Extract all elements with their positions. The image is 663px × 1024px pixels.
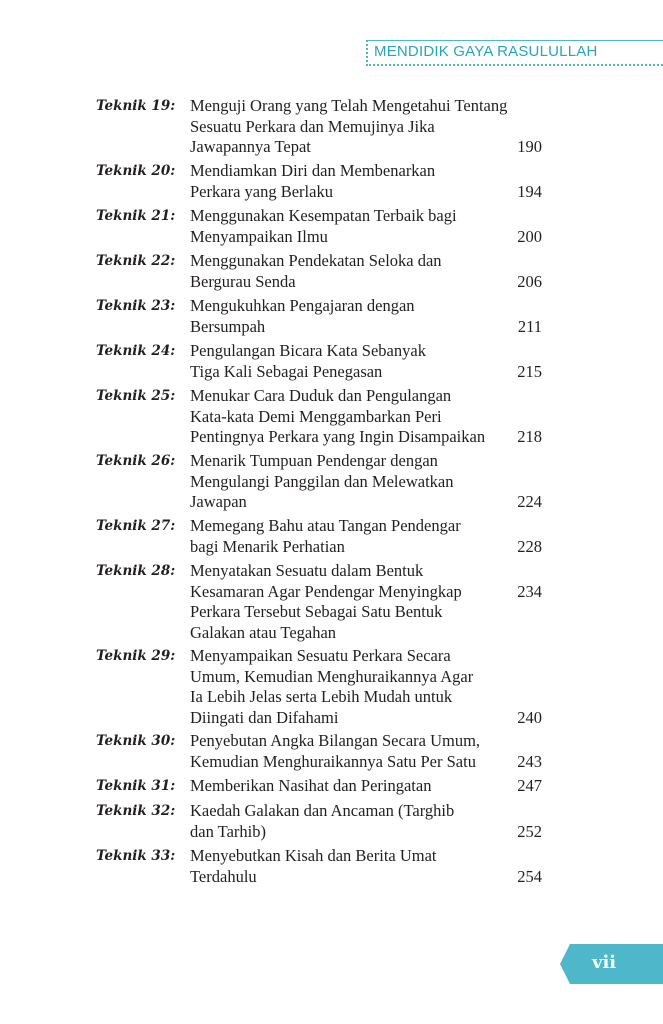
toc-entry-title-line: Mendiamkan Diri dan Membenarkan bbox=[190, 161, 436, 180]
toc-entry-title-line: Kaedah Galakan dan Ancaman (Targhib bbox=[190, 801, 455, 820]
toc-entry-page: 247 bbox=[517, 776, 542, 795]
toc-entry-title bbox=[190, 251, 510, 292]
toc-entry-page: 200 bbox=[517, 226, 542, 246]
toc-entry-label: Teknik 25: bbox=[96, 388, 176, 404]
toc-entry-title-line: Menarik Tumpuan Pendengar dengan bbox=[190, 451, 438, 470]
toc-entry-title-line: Memberikan Nasihat dan Peringatan bbox=[190, 776, 432, 795]
toc-entry-title-line: Tiga Kali Sebagai Penegasan bbox=[190, 361, 383, 381]
toc-entry-title bbox=[190, 801, 510, 842]
toc-entry-page: 252 bbox=[517, 821, 542, 841]
toc-entry-title-line: Galakan atau Tegahan bbox=[190, 622, 337, 642]
toc-entry-title-line: Pentingnya Perkara yang Ingin Disampaikan bbox=[190, 427, 486, 446]
toc-entry-title-line: Diingati dan Difahami bbox=[190, 707, 339, 727]
toc-entry-page: 206 bbox=[517, 271, 542, 291]
toc-entry-label: Teknik 19: bbox=[96, 98, 176, 114]
toc-entry-label: Teknik 21: bbox=[96, 208, 176, 224]
toc-entry-title-line: Umum, Kemudian Menghuraikannya Agar bbox=[190, 666, 474, 686]
toc-entry-title bbox=[190, 646, 510, 728]
toc-entry-title-line: Bergurau Senda bbox=[190, 271, 296, 291]
toc-entry-title-line: Mengukuhkan Pengajaran dengan bbox=[190, 296, 415, 315]
toc-entry-title bbox=[190, 516, 510, 557]
toc-entry-title-line: Menukar Cara Duduk dan Pengulangan bbox=[190, 386, 452, 405]
toc-entry-label: Teknik 24: bbox=[96, 343, 176, 359]
toc-entry-title bbox=[190, 776, 510, 797]
toc-entry-title bbox=[190, 296, 510, 337]
toc-entry-label: Teknik 28: bbox=[96, 563, 176, 579]
toc-entry-title-line: Menggunakan Kesempatan Terbaik bagi bbox=[190, 206, 457, 225]
toc-entry-title bbox=[190, 386, 510, 448]
toc-entry-title-line: Jawapannya Tepat bbox=[190, 137, 311, 156]
toc-entry-title-line: Kemudian Menghuraikannya Satu Per Satu bbox=[190, 751, 476, 771]
toc-entry-title-line: Menyampaikan Sesuatu Perkara Secara bbox=[190, 646, 451, 665]
toc-entry-title bbox=[190, 731, 510, 772]
running-title: MENDIDIK GAYA RASULULLAH bbox=[374, 43, 598, 60]
toc-entry-title-line: Menyebutkan Kisah dan Berita Umat bbox=[190, 846, 437, 865]
toc-entry-title bbox=[190, 561, 510, 643]
toc-entry-page: 211 bbox=[517, 316, 542, 336]
toc-entry-page: 215 bbox=[517, 361, 542, 381]
toc-entry-title-line: Sesuatu Perkara dan Memujinya Jika bbox=[190, 116, 435, 136]
toc-entry-title bbox=[190, 341, 510, 382]
toc-entry-title-line: Menggunakan Pendekatan Seloka dan bbox=[190, 251, 442, 270]
toc-entry-label: Teknik 29: bbox=[96, 648, 176, 664]
toc-entry-page: 254 bbox=[517, 866, 542, 886]
toc-entry-label: Teknik 20: bbox=[96, 163, 176, 179]
toc-entry-page: 190 bbox=[517, 137, 542, 156]
toc-entry-page: 194 bbox=[517, 181, 542, 201]
toc-entry-label: Teknik 32: bbox=[96, 803, 176, 819]
toc-entry-title-line: Kesamaran Agar Pendengar Menyingkap bbox=[190, 581, 462, 601]
toc-entry-title-line: Perkara yang Berlaku bbox=[190, 181, 333, 201]
toc-entry-title-line: Pengulangan Bicara Kata Sebanyak bbox=[190, 341, 426, 360]
toc-entry-label: Teknik 33: bbox=[96, 848, 176, 864]
running-header bbox=[366, 40, 663, 66]
toc-entry-label: Teknik 26: bbox=[96, 453, 176, 469]
toc-entry-title-line: Mengulangi Panggilan dan Melewatkan bbox=[190, 471, 454, 491]
toc-entry-label: Teknik 27: bbox=[96, 518, 176, 534]
toc-entry-page: 243 bbox=[517, 751, 542, 771]
toc-entry-title-line: Perkara Tersebut Sebagai Satu Bentuk bbox=[190, 602, 443, 621]
page-number: vii bbox=[592, 952, 617, 973]
toc-entry-title bbox=[190, 206, 510, 247]
toc-entry-page: 218 bbox=[517, 427, 542, 446]
toc-entry-title bbox=[190, 846, 510, 887]
toc-entry-title-line: Menyampaikan Ilmu bbox=[190, 226, 328, 246]
toc-entry-title-line: Penyebutan Angka Bilangan Secara Umum, bbox=[190, 731, 481, 750]
toc-entry-page: 234 bbox=[517, 581, 542, 601]
toc-entry-title-line: Bersumpah bbox=[190, 316, 266, 336]
toc-entry-page: 240 bbox=[517, 707, 542, 727]
toc-entry-title-line: Ia Lebih Jelas serta Lebih Mudah untuk bbox=[190, 687, 453, 706]
toc-entry-page: 224 bbox=[517, 492, 542, 511]
toc-entry-page: 228 bbox=[517, 536, 542, 556]
toc-entry-title bbox=[190, 96, 510, 158]
toc-entry-label: Teknik 30: bbox=[96, 733, 176, 749]
toc-entry-title-line: dan Tarhib) bbox=[190, 821, 266, 841]
toc-entry-title bbox=[190, 161, 510, 202]
toc-entry-title-line: Kata-kata Demi Menggambarkan Peri bbox=[190, 406, 442, 426]
toc-entry-label: Teknik 23: bbox=[96, 298, 176, 314]
toc-entry-title-line: Menguji Orang yang Telah Mengetahui Tentang bbox=[190, 96, 508, 115]
toc-entry-title-line: Memegang Bahu atau Tangan Pendengar bbox=[190, 516, 461, 535]
toc-entry-label: Teknik 31: bbox=[96, 778, 176, 794]
toc-entry-title-line: Terdahulu bbox=[190, 866, 257, 886]
toc-entry-title-line: Jawapan bbox=[190, 492, 247, 511]
toc-entry-title bbox=[190, 451, 510, 513]
toc-entry-label: Teknik 22: bbox=[96, 253, 176, 269]
toc-entry-title-line: bagi Menarik Perhatian bbox=[190, 536, 345, 556]
toc-entry-title-line: Menyatakan Sesuatu dalam Bentuk bbox=[190, 561, 424, 580]
